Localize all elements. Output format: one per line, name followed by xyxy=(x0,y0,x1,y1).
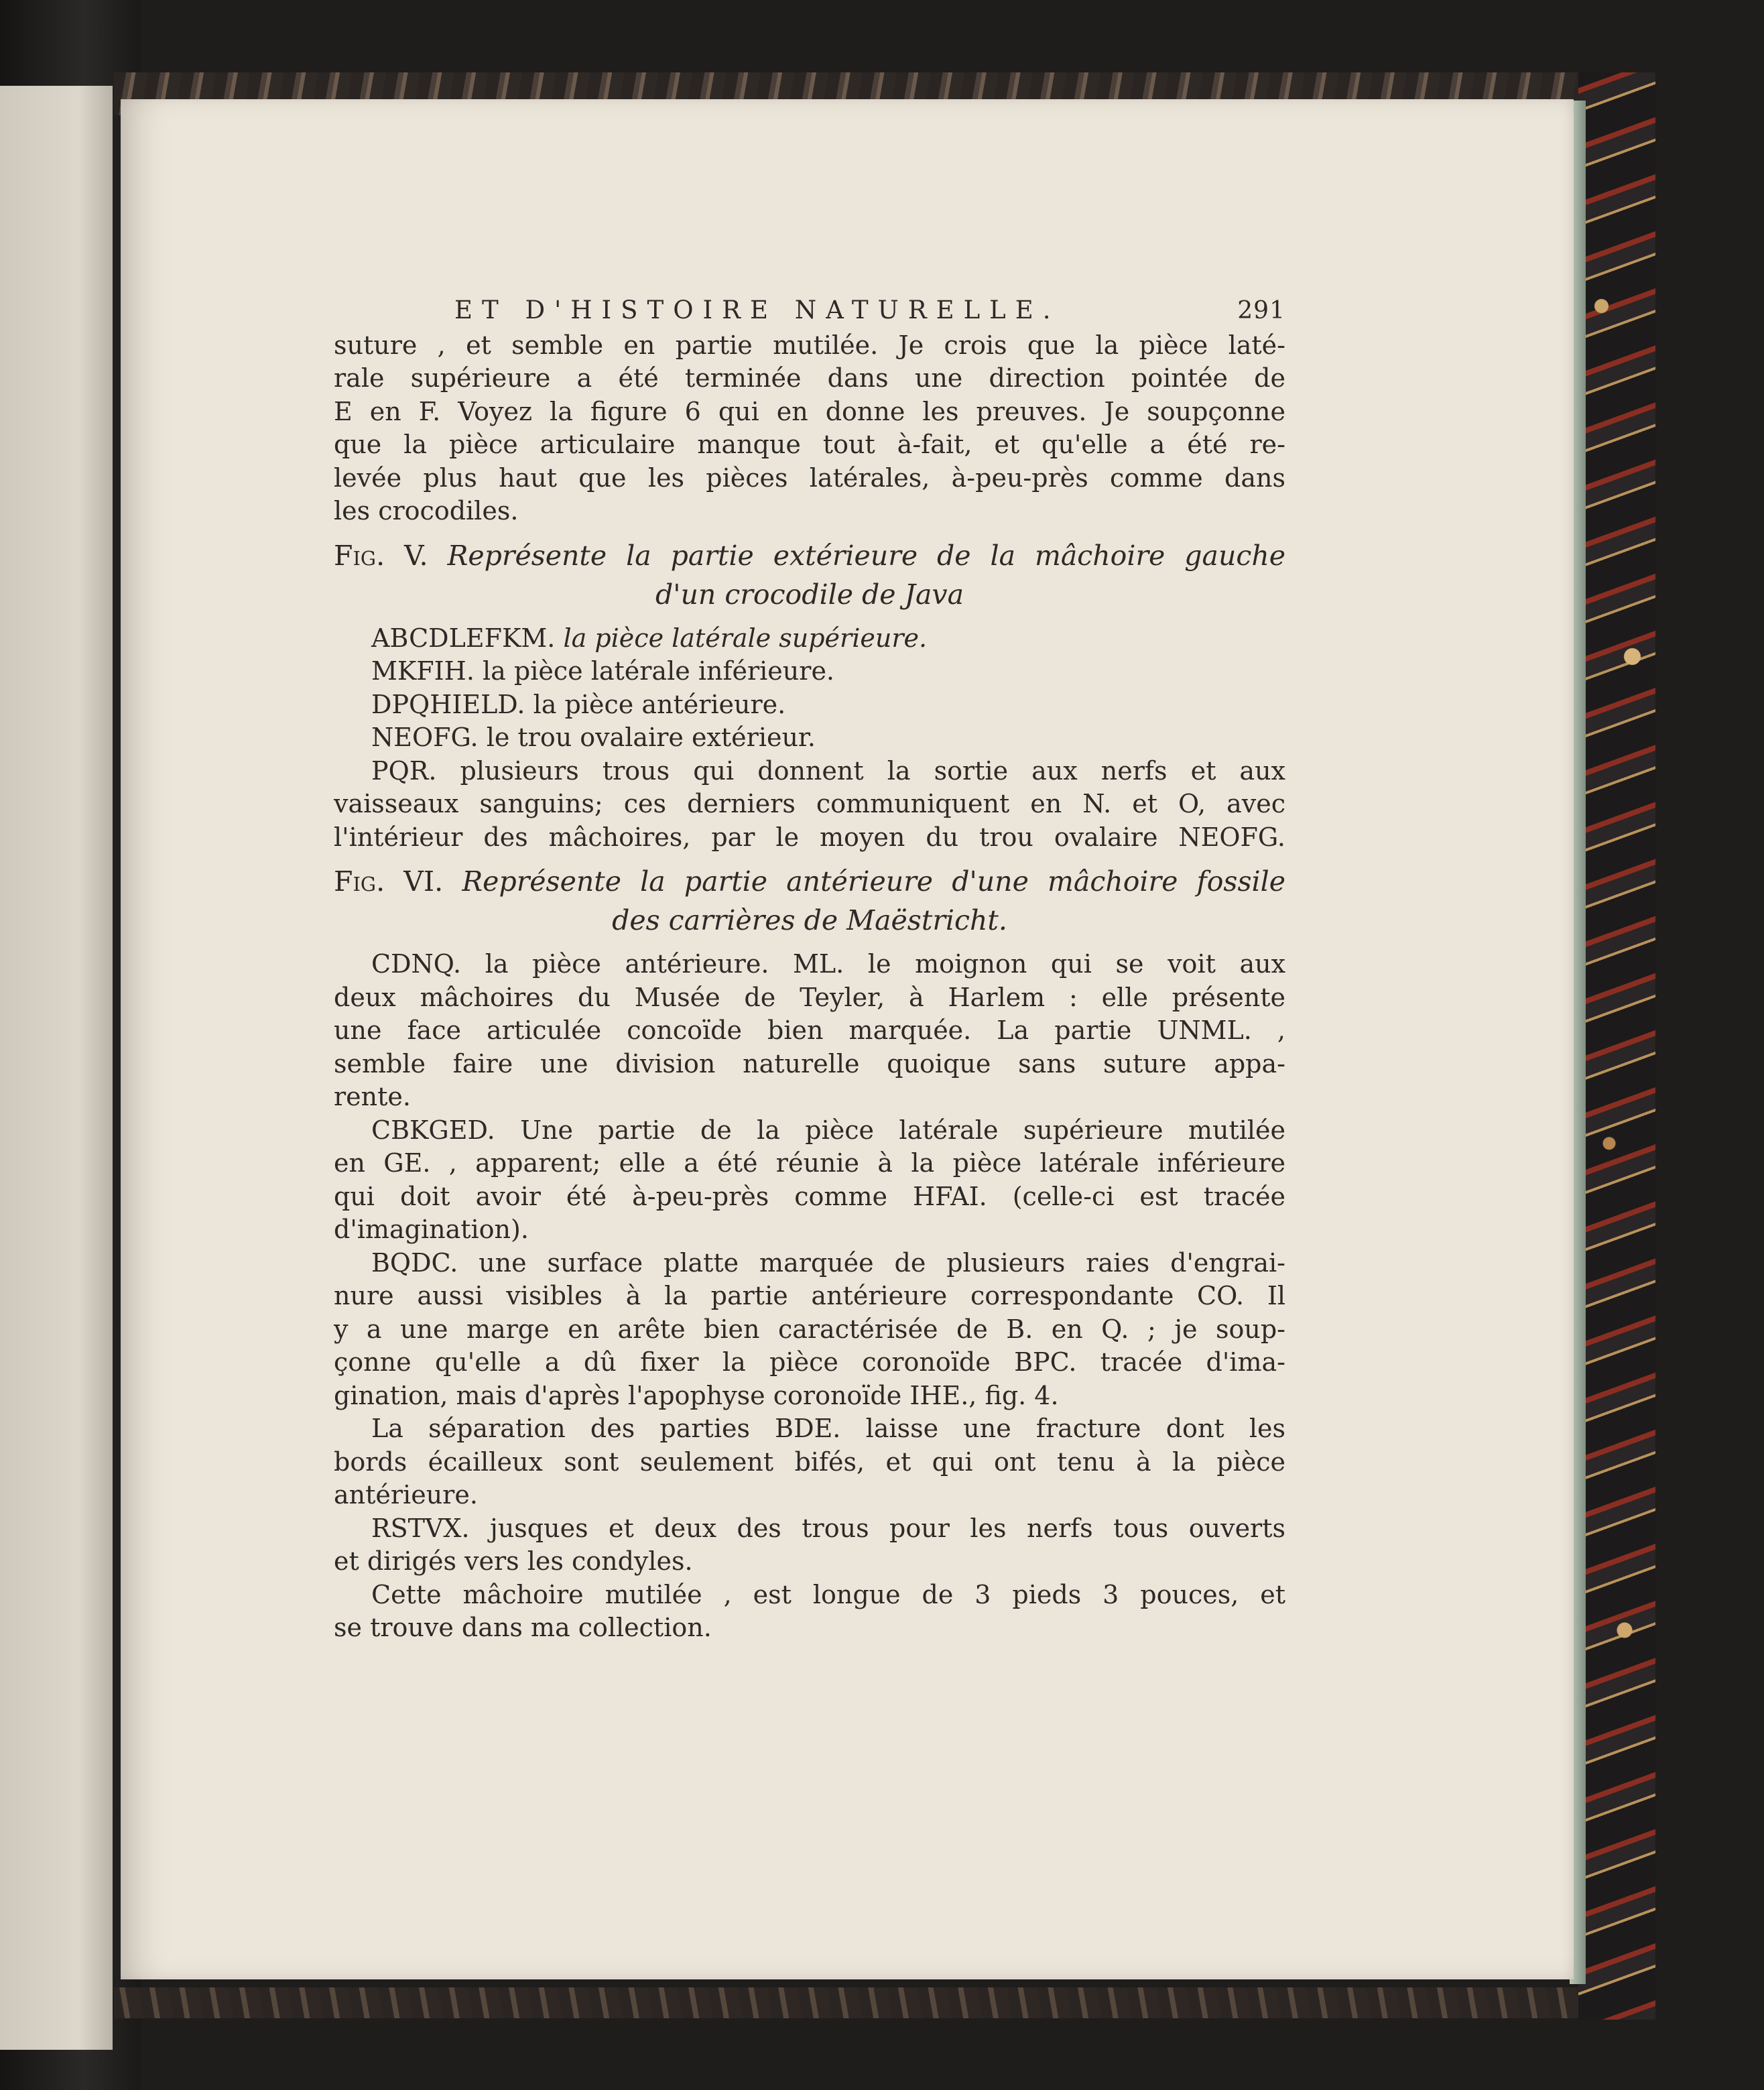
figure-caption-line xyxy=(334,862,1285,901)
legend-text: le trou ovalaire extérieur. xyxy=(486,723,816,752)
text-line: semble faire une division naturelle quoique sans suture appa- xyxy=(334,1048,1285,1079)
legend-key: MKFIH. xyxy=(371,656,475,686)
page-number: 291 xyxy=(1237,297,1285,324)
book-board-bottom xyxy=(114,1987,1655,2018)
text-line: E en F. Voyez la figure 6 qui en donne les preuves. Je soupçonne xyxy=(334,396,1285,426)
text-line: d'imagination). xyxy=(334,1215,529,1244)
text-line: CDNQ. la pièce antérieure. ML. le moignon qui se voit aux xyxy=(371,949,1285,979)
legend-text: la pièce antérieure. xyxy=(533,689,786,719)
text-line: en GE. , apparent; elle a été réunie à la pièce latérale inférieure xyxy=(334,1148,1285,1178)
figure-caption-subline: des carrières de Maëstricht. xyxy=(612,904,1007,936)
text-line: CBKGED. Une partie de la pièce latérale supérieure mutilée xyxy=(371,1115,1285,1145)
text-line: deux mâchoires du Musée de Teyler, à Harlem : elle présente xyxy=(334,982,1285,1012)
paragraph-cbkged xyxy=(334,1114,1285,1247)
text-line: BQDC. une surface platte marquée de plusieurs raies d'engrai- xyxy=(371,1247,1285,1278)
text-line: y a une marge en arête bien caractérisée de B. en Q. ; je soup- xyxy=(334,1314,1285,1344)
figure-caption-subline: d'un crocodile de Java xyxy=(655,578,964,611)
text-line: PQR. plusieurs trous qui donnent la sortie aux nerfs et aux xyxy=(371,755,1285,786)
text-line: qui doit avoir été à-peu-près comme HFAI. (celle-ci est tracée xyxy=(334,1181,1285,1211)
text-line: bords écailleux sont seulement bifés, et qui ont tenu à la pièce xyxy=(334,1447,1285,1477)
text-line: levée plus haut que les pièces latérales, à-peu-près comme dans xyxy=(334,463,1285,493)
text-line: Cette mâchoire mutilée , est longue de 3 pieds 3 pouces, et xyxy=(371,1579,1285,1609)
marbled-cover-edge xyxy=(1578,72,1655,2020)
text-line: les crocodiles. xyxy=(334,496,519,526)
facing-page-edge xyxy=(0,86,113,2050)
paragraph-separation xyxy=(334,1412,1285,1512)
legend-text: la pièce latérale inférieure. xyxy=(483,656,835,686)
intro-paragraph xyxy=(334,329,1285,528)
legend-item xyxy=(334,622,1285,656)
text-line: vaisseaux sanguins; ces derniers communiquent en N. et O, avec xyxy=(334,789,1285,818)
text-line: antérieure. xyxy=(334,1480,478,1510)
paragraph-cdnq xyxy=(334,948,1285,1114)
legend-item xyxy=(334,721,1285,755)
text-line: nure aussi visibles à la partie antérieure correspondante CO. Il xyxy=(334,1281,1285,1310)
legend-key: NEOFG. xyxy=(371,723,479,752)
text-line: RSTVX. jusques et deux des trous pour les nerfs tous ouverts xyxy=(371,1513,1285,1543)
text-line: suture , et semble en partie mutilée. Je crois que la pièce laté- xyxy=(334,330,1285,360)
paragraph-bqdc xyxy=(334,1247,1285,1413)
text-line: gination, mais d'après l'apophyse coronoïde IHE., fig. 4. xyxy=(334,1380,1059,1410)
running-header xyxy=(454,294,1285,328)
figure-6-caption xyxy=(334,862,1285,940)
figure-5-legend xyxy=(334,622,1285,855)
text-line: et dirigés vers les condyles. xyxy=(334,1546,693,1576)
figure-caption-text: Représente la partie antérieure d'une mâchoire fossile xyxy=(462,865,1285,898)
figure-5-caption xyxy=(334,536,1285,614)
text-line: une face articulée concoïde bien marquée. La partie UNML. , xyxy=(334,1016,1285,1045)
figure-label: Fig. VI. xyxy=(334,865,444,898)
text-line: çonne qu'elle a dû fixer la pièce coronoïde BPC. tracée d'ima- xyxy=(334,1347,1285,1377)
text-line: rale supérieure a été terminée dans une direction pointée de xyxy=(334,363,1285,393)
running-title: ET D'HISTOIRE NATURELLE. xyxy=(454,296,1060,324)
legend-item xyxy=(334,655,1285,688)
text-line: que la pièce articulaire manque tout à-fait, et qu'elle a été re- xyxy=(334,430,1285,459)
paragraph-conclusion xyxy=(334,1579,1285,1645)
legend-key: DPQHIELD. xyxy=(371,689,525,719)
legend-text: la pièce latérale supérieure. xyxy=(563,623,928,653)
text-line: se trouve dans ma collection. xyxy=(334,1613,712,1642)
text-line: rente. xyxy=(334,1082,411,1111)
paragraph-rstvx xyxy=(334,1512,1285,1579)
text-line: La séparation des parties BDE. laisse une fracture dont les xyxy=(371,1414,1285,1443)
legend-key: ABCDLEFKM. xyxy=(371,623,556,653)
figure-caption-line xyxy=(334,536,1285,575)
figure-caption-text: Représente la partie extérieure de la mâchoire gauche xyxy=(447,539,1285,572)
legend-item xyxy=(334,688,1285,722)
text-line: l'intérieur des mâchoires, par le moyen du trou ovalaire NEOFG. xyxy=(334,822,1285,852)
page-text xyxy=(334,294,1285,1645)
figure-label: Fig. V. xyxy=(334,539,428,572)
